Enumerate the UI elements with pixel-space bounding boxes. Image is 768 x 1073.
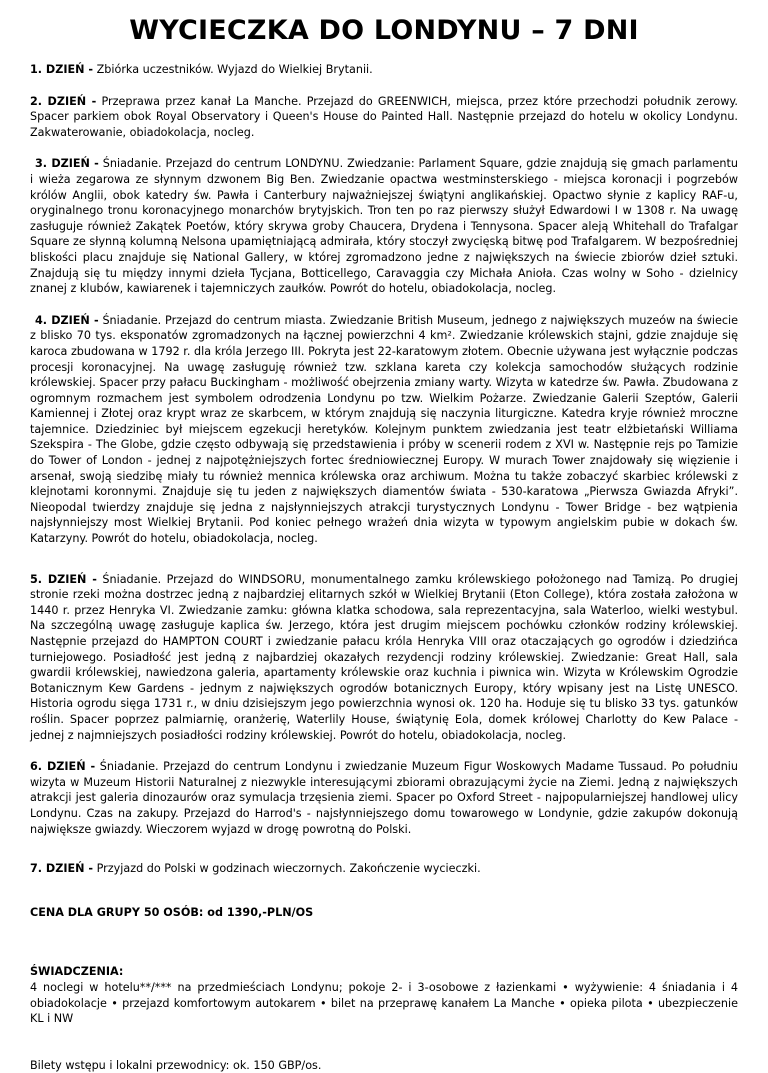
benefits-text: 4 noclegi w hotelu**/*** na przedmieściach Londynu; pokoje 2- i 3-osobowe z łazienkami • wyżywienie: 4 śniadania i 4 obiadokolacje • przejazd komfortowym autokarem • bilet na przeprawę kanałem La Manche • opieka pilota • ubezpieczenie KL i NW [30, 980, 738, 1026]
day-5-label: 5. DZIEŃ - [30, 572, 97, 586]
day-1-label: 1. DZIEŃ - [30, 63, 94, 76]
day-7-text: Przyjazd do Polski w godzinach wieczornych. Zakończenie wycieczki. [93, 862, 481, 876]
day-7-label: 7. DZIEŃ - [30, 862, 94, 876]
day-6 [30, 759, 738, 837]
benefits-section [30, 964, 738, 1026]
day-4-text: Śniadanie. Przejazd do centrum miasta. Zwiedzanie British Museum, jednego z największych muzeów na świecie z blisko 70 tys. eksponatów zgromadzonych na łącznej powierzchni 4 km². Zwiedzanie królewskich stajni, gdzie znajduje się karoca zbudowana w 1792 r. dla króla Jerzego III. Pokryta jest 22-karatowym złotem. Obecnie używana jest wyłącznie podczas procesji koronacyjnej. Na uwagę zasługuję również tzw. szklana kareta czy kolekcja samochodów służących rodzinie królewskiej. Spacer przy pałacu Buckingham - możliwość obejrzenia zmiany warty. Wizyta w katedrze św. Pawła. Zbudowana z ogromnym rozmachem jest symbolem odrodzenia Londynu po tzw. Wielkim Pożarze. Zwiedzanie Galerii Szeptów, Galerii Kamiennej i Złotej oraz krypt wraz ze skarbcem, w którym znajdują się naczynia liturgiczne. Katedra kryje również mroczne tajemnice. Dziedziniec był miejscem egzekucji heretyków. Kolejnym punktem zwiedzania jest teatr elżbietański Williama Szekspira - The Globe, gdzie często odbywają się przedstawienia i próby w scenerii rodem z XVI w. Następnie rejs po Tamizie do Tower of London - jednej z najpotężniejszych fortec średniowiecznej Europy. W murach Tower znajdowały się więzienie i arsenał, swoją siedzibę miały tu również mennica królewska oraz archiwum. Można tu także zobaczyć skarbiec królewski z klejnotami koronnymi. Znajduje się tu jeden z największych diamentów świata - 530-karatowa „Pierwsza Gwiazda Afryki”. Nieopodal twierdzy znajduje się jedna z najsłynniejszych atrakcji turystycznych Londynu - Tower Bridge - bez wątpienia najsłynniejszy most Wielkiej Brytanii. Pod koniec pełnego wrażeń dnia wizyta w typowym angielskim pubie w dokach św. Katarzyny. Powrót do hotelu, obiadokolacja, nocleg. [30, 313, 738, 546]
day-3 [30, 156, 738, 296]
day-6-label: 6. DZIEŃ - [30, 760, 96, 774]
day-7 [30, 861, 738, 877]
day-5-text: Śniadanie. Przejazd do WINDSORU, monumentalnego zamku królewskiego położonego nad Tamizą. Po drugiej stronie rzeki można dostrzec jedną z najbardziej elitarnych szkół w Wielkiej Brytanii (Eton College), która została założona w 1440 r. przez Henryka VI. Zwiedzanie zamku: główna klatka schodowa, sala reprezentacyjna, sala Waterloo, wielki westybul. Na szczególną uwagę zasługuje kaplica św. Jerzego, która jest drugim miejscem pochówku członków rodziny królewskiej. Następnie przejazd do HAMPTON COURT i zwiedzanie pałacu króla Henryka VIII oraz otaczających go ogrodów i dziedzińca turniejowego. Posiadłość jest jedną z najbardziej okazałych rezydencji rodziny królewskiej. Zwiedzanie: Great Hall, sala gwardii królewskiej, nawiedzona galeria, apartamenty królewskie oraz kuchnia i piwnica win. Wizyta w Królewskim Ogrodzie Botanicznym Kew Gardens - jednym z największych ogrodów botanicznych Europy, który wpisany jest na Listę UNESCO. Historia ogrodu sięga 1731 r., w dniu dzisiejszym jego powierzchnia wynosi ok. 120 ha. Hoduje się tu blisko 33 tys. gatunków roślin. Spacer poprzez palmiarnię, oranżerię, Waterlily House, świątynię Eola, domek królowej Charlotty do Kew Palace - jednej z najmniejszych posiadłości rodziny królewskiej. Powrót do hotelu, obiadokolacja, nocleg. [30, 572, 738, 742]
document-page [30, 14, 738, 1073]
day-1-text: Zbiórka uczestników. Wyjazd do Wielkiej Brytanii. [93, 63, 373, 76]
day-2 [30, 94, 738, 141]
day-4 [30, 313, 738, 547]
day-4-label: 4. DZIEŃ - [35, 313, 99, 327]
day-1 [30, 62, 738, 78]
benefits-heading: ŚWIADCZENIA: [30, 965, 124, 979]
day-2-text: Przeprawa przez kanał La Manche. Przejazd do GREENWICH, miejsca, przez które przechodzi południk zerowy. Spacer parkiem obok Royal Observatory i Queen's House do Painted Hall. Następnie przejazd do hotelu w okolicy Londynu. Zakwaterowanie, obiadokolacja, nocleg. [30, 94, 738, 139]
page-title: WYCIECZKA DO LONDYNU – 7 DNI [129, 15, 639, 46]
day-3-text: Śniadanie. Przejazd do centrum LONDYNU. Zwiedzanie: Parlament Square, gdzie znajdują się gmach parlamentu i wieża zegarowa ze słynnym dzwonem Big Ben. Zwiedzanie opactwa westminsterskiego - miejsca koronacji i pogrzebów królów Anglii, obok katedry św. Pawła i Canterbury najważniejszej świątyni anglikańskiej. Opactwo słynie z kaplicy RAF-u, oryginalnego tronu koronacyjnego monarchów brytyjskich. Tron ten po raz pierwszy służył Edwardowi I w 1308 r. Na uwagę zasługuje również Zakątek Poetów, który skrywa groby Chaucera, Drydena i Tennysona. Spacer aleją Whitehall do Trafalgar Square ze słynną kolumną Nelsona upamiętniającą admirała, który stoczył zwycięską bitwę pod Trafalgarem. W bezpośredniej bliskości placu znajduje się National Gallery, w której zgromadzono jedne z największych na świecie zbiorów dzieł sztuki. Znajdują się tu między innymi dzieła Tycjana, Botticellego, Caravaggia czy Michała Anioła. Czas wolny w Soho - dzielnicy znanej z klubów, kawiarenek i tajemniczych zaułków. Powrót do hotelu, obiadokolacja, nocleg. [30, 157, 738, 296]
day-3-label: 3. DZIEŃ - [35, 157, 99, 171]
day-5 [30, 572, 738, 744]
footer-note: Bilety wstępu i lokalni przewodnicy: ok. 150 GBP/os. [30, 1058, 322, 1072]
day-6-text: Śniadanie. Przejazd do centrum Londynu i zwiedzanie Muzeum Figur Woskowych Madame Tussaud. Po południu wizyta w Muzeum Historii Naturalnej z niezwykle interesującymi zbiorami obrazującymi życie na Ziemi. Jedną z największych atrakcji jest galeria dinozaurów oraz symulacja trzęsienia ziemi. Spacer po Oxford Street - najpopularniejszej handlowej ulicy Londynu. Czas na zakupy. Przejazd do Harrod's - najsłynniejszego domu towarowego w Londynie, gdzie zakupów dokonują największe gwiazdy. Wieczorem wyjazd w drogę powrotną do Polski. [30, 760, 738, 836]
price-line: CENA DLA GRUPY 50 OSÓB: od 1390,-PLN/OS [30, 905, 314, 919]
day-2-label: 2. DZIEŃ - [30, 94, 97, 108]
